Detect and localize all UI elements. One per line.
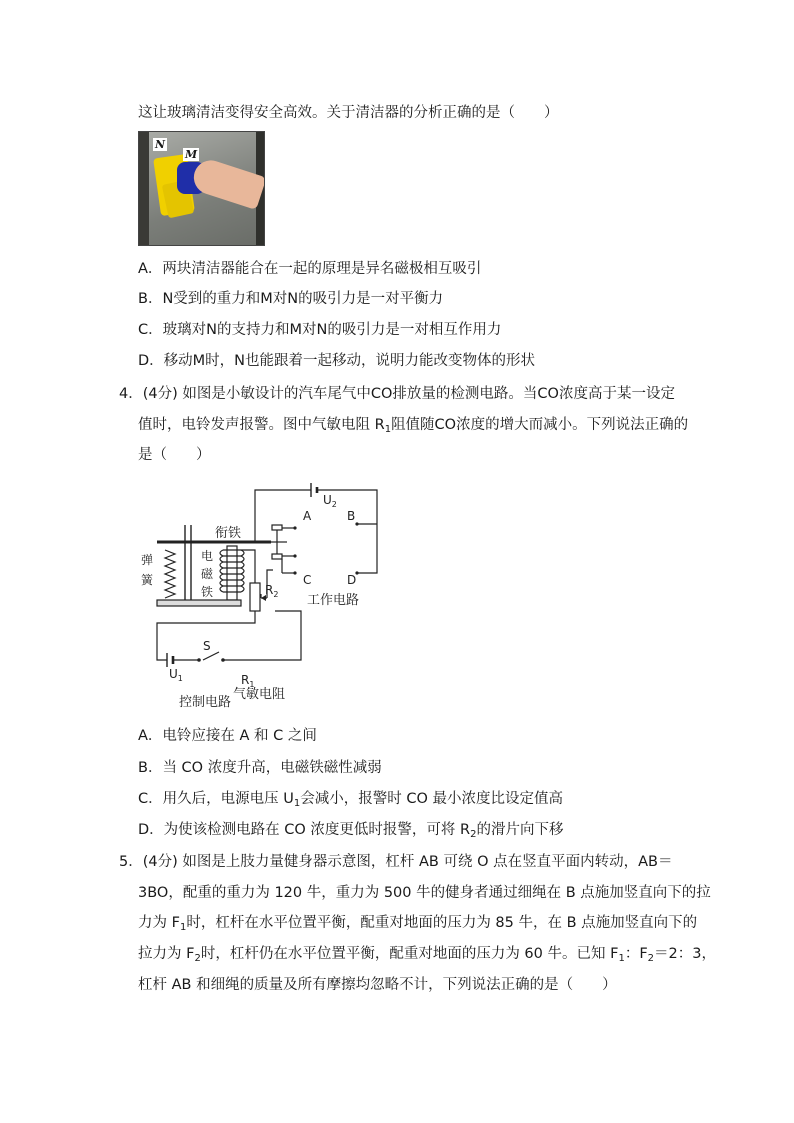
q5-stem-line3: 力为 $F_1$时，杠杆在水平位置平衡，配重对地面的压力为 85 牛，在 B 点施加竖直向下的	[138, 915, 698, 933]
photo-label-m: M	[185, 148, 198, 161]
label-r1: $R_1$	[241, 673, 255, 689]
label-b: B	[347, 509, 356, 523]
q5-stem-line2: 3BO，配重的重力为 120 牛，重力为 500 牛的健身者通过细绳在 B 点施加竖直向下的拉	[138, 885, 711, 901]
q4-option-a: A．电铃应接在 A 和 C 之间	[138, 728, 317, 744]
label-work-circuit: 工作电路	[307, 593, 360, 608]
label-u2: $U_2$	[323, 493, 337, 509]
label-a: A	[303, 509, 312, 523]
q5-stem-line4: 拉力为 $F_2$时，杠杆仍在水平位置平衡，配重对地面的压力为 60 牛。已知 $F_1$：$F_2=2$：3，	[138, 946, 716, 964]
label-switch-s: S	[203, 639, 211, 653]
label-em-2: 磁	[201, 567, 214, 581]
q4-option-b: B．当 CO 浓度升高，电磁铁磁性减弱	[138, 760, 382, 776]
q3-stem: 这让玻璃清洁变得安全高效。关于清洁器的分析正确的是（ ）	[138, 105, 559, 121]
label-d: D	[347, 573, 357, 587]
label-u1: $U_1$	[169, 667, 183, 683]
label-gas-resistor: 气敏电阻	[233, 687, 286, 702]
label-control-circuit: 控制电路	[179, 695, 232, 710]
photo-label-n: N	[155, 138, 166, 151]
q3-option-b: B．N受到的重力和M对N的吸引力是一对平衡力	[138, 291, 444, 307]
label-spring-1: 弹	[141, 553, 154, 567]
label-r2: $R_2$	[265, 583, 279, 599]
label-spring-2: 簧	[141, 573, 154, 587]
q4-stem-line1: 4．(4分) 如图是小敏设计的汽车尾气中CO排放量的检测电路。当CO浓度高于某一设定	[119, 386, 675, 402]
q4-option-c: C．用久后，电源电压 $U_1$会减小，报警时 CO 最小浓度比设定值高	[138, 791, 563, 809]
q3-option-c: C．玻璃对N的支持力和M对N的吸引力是一对相互作用力	[138, 322, 502, 338]
q4-stem-line2: 值时，电铃发声报警。图中气敏电阻 $R_1$阻值随CO浓度的增大而减小。下列说法正确的	[138, 417, 689, 435]
q4-stem-line3: 是（ ）	[138, 447, 211, 463]
q4-option-d: D．为使该检测电路在 CO 浓度更低时报警，可将 $R_2$的滑片向下移	[138, 822, 564, 840]
label-em-1: 电	[201, 549, 214, 563]
window-cleaner-photo	[138, 131, 265, 246]
label-c: C	[303, 573, 312, 587]
q3-option-a: A．两块清洁器能合在一起的原理是异名磁极相互吸引	[138, 261, 482, 277]
alarm-circuit-diagram	[135, 480, 395, 712]
label-armature: 衔铁	[215, 526, 242, 541]
q3-option-d: D．移动M时，N也能跟着一起移动，说明力能改变物体的形状	[138, 353, 536, 369]
q5-stem-line1: 5．(4分) 如图是上肢力量健身器示意图，杠杆 AB 可绕 O 点在竖直平面内转动，AB＝	[119, 854, 673, 870]
q5-stem-line5: 杠杆 AB 和细绳的质量及所有摩擦均忽略不计，下列说法正确的是（ ）	[138, 977, 617, 993]
label-em-3: 铁	[201, 585, 214, 599]
